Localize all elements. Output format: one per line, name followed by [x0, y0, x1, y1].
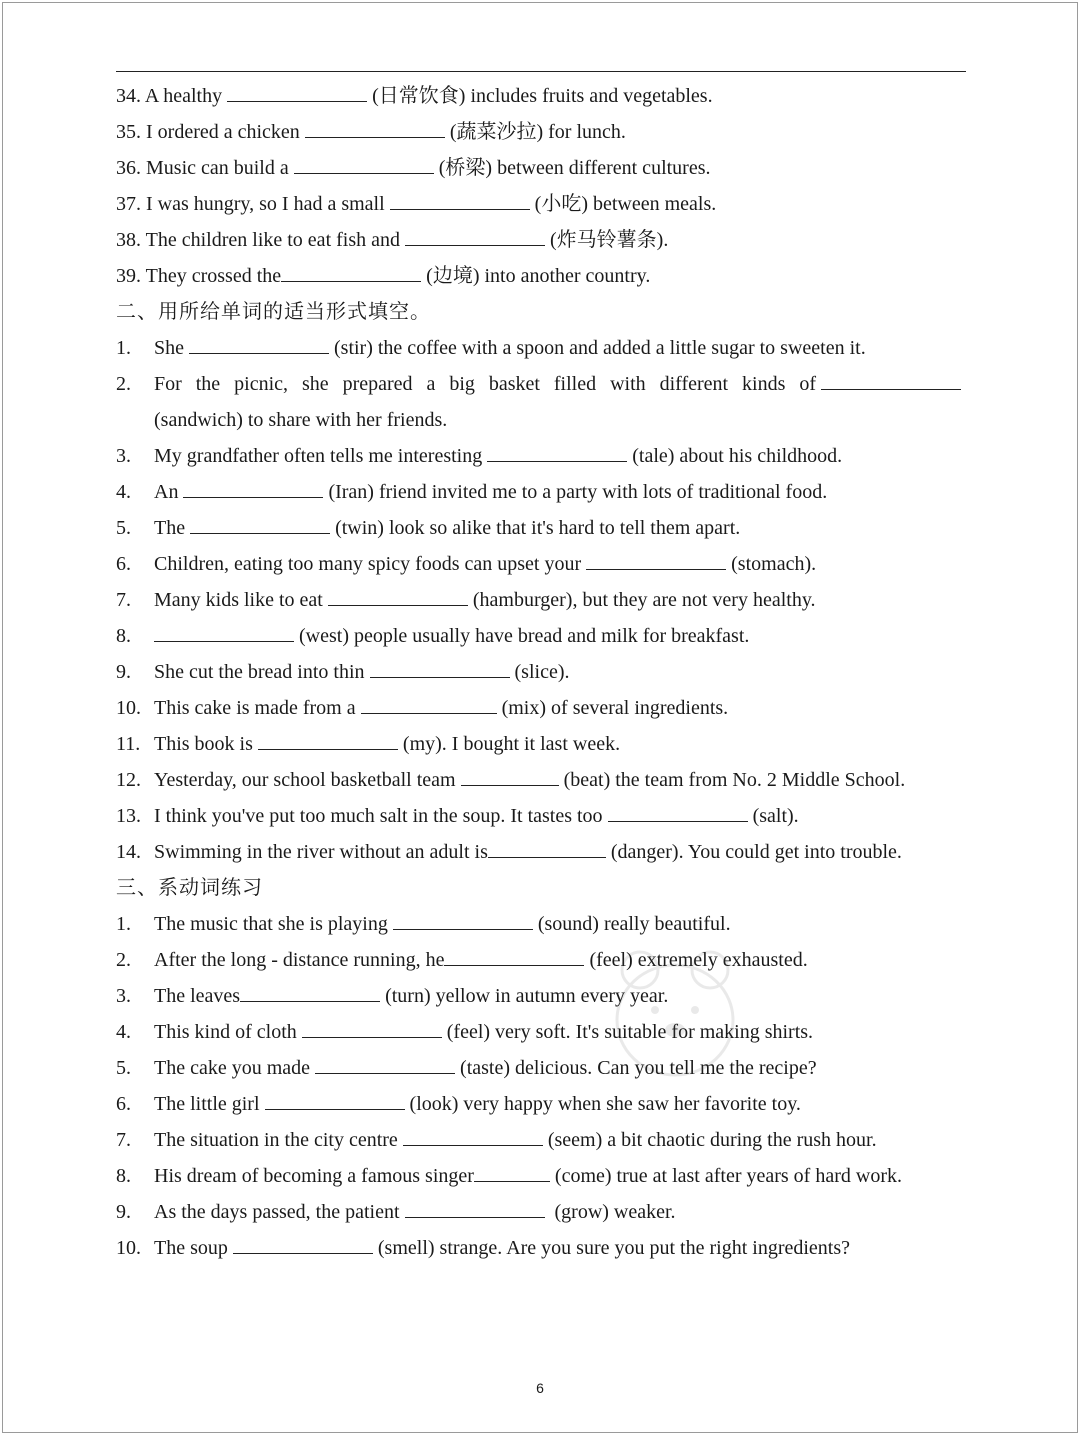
question-hint: (mix) of several ingredients.	[501, 697, 729, 719]
exercise-2-item-8	[116, 624, 968, 648]
question-text: Children, eating too many spicy foods can upset your	[154, 553, 582, 575]
question-text: The cake you made	[154, 1057, 311, 1079]
question-hint: (Iran) friend invited me to a party with lots of traditional food.	[328, 481, 828, 503]
question-number: 38.	[116, 229, 141, 251]
answer-blank[interactable]	[405, 229, 545, 246]
question-hint: (feel) extremely exhausted.	[589, 949, 808, 971]
exercise-3-item-1	[116, 912, 968, 936]
question-hint: (stomach).	[731, 553, 817, 575]
question-text: As the days passed, the patient	[154, 1201, 400, 1223]
question-number: 7.	[116, 589, 131, 611]
question-hint: (桥梁) between different cultures.	[438, 157, 711, 179]
question-text: For the picnic, she prepared a big basket filled with different kinds of	[154, 373, 816, 395]
answer-blank[interactable]	[608, 805, 748, 822]
question-hint: (tale) about his childhood.	[632, 445, 843, 467]
exercise-3-item-3	[116, 984, 968, 1008]
question-hint: (hamburger), but they are not very healthy.	[472, 589, 816, 611]
question-hint: (look) very happy when she saw her favorite toy.	[409, 1093, 801, 1115]
question-number: 8.	[116, 625, 131, 647]
question-number: 11.	[116, 733, 141, 755]
answer-blank[interactable]	[258, 733, 398, 750]
question-hint: (twin) look so alike that it's hard to tell them apart.	[335, 517, 741, 539]
page-number: 6	[536, 1380, 544, 1396]
exercise-2-item-6	[116, 552, 968, 576]
question-hint: (蔬菜沙拉) for lunch.	[449, 121, 626, 143]
question-text: She cut the bread into thin	[154, 661, 365, 683]
question-number: 9.	[116, 1201, 131, 1223]
section-heading-three: 三、系动词练习	[116, 877, 263, 899]
question-text: I ordered a chicken	[146, 121, 300, 143]
question-text: She	[154, 337, 184, 359]
question-38	[116, 228, 968, 252]
question-hint: (slice).	[514, 661, 570, 683]
answer-blank[interactable]	[403, 1129, 543, 1146]
question-number: 5.	[116, 517, 131, 539]
question-number: 5.	[116, 1057, 131, 1079]
question-number: 2.	[116, 949, 131, 971]
question-hint: (taste) delicious. Can you tell me the recipe?	[460, 1057, 817, 1079]
question-36	[116, 156, 968, 180]
exercise-3-item-9	[116, 1200, 968, 1224]
question-number: 10.	[116, 1237, 141, 1259]
question-hint: (turn) yellow in autumn every year.	[385, 985, 669, 1007]
exercise-3-item-5	[116, 1056, 968, 1080]
question-number: 4.	[116, 1021, 131, 1043]
exercise-3-item-4	[116, 1020, 968, 1044]
question-number: 35.	[116, 121, 141, 143]
question-text: This book is	[154, 733, 253, 755]
top-divider	[116, 71, 966, 72]
question-text: After the long - distance running, he	[154, 949, 445, 971]
exercise-2-item-1	[116, 336, 968, 360]
question-number: 14.	[116, 841, 141, 863]
answer-blank[interactable]	[189, 337, 329, 354]
question-text: The children like to eat fish and	[145, 229, 400, 251]
answer-blank[interactable]	[488, 841, 606, 858]
answer-blank[interactable]	[265, 1093, 405, 1110]
question-text: The	[154, 517, 186, 539]
question-number: 3.	[116, 445, 131, 467]
question-number: 1.	[116, 913, 131, 935]
question-text: My grandfather often tells me interesting	[154, 445, 483, 467]
question-number: 2.	[116, 373, 131, 395]
question-number: 6.	[116, 553, 131, 575]
question-hint: (日常饮食) includes fruits and vegetables.	[372, 85, 713, 107]
answer-blank[interactable]	[315, 1057, 455, 1074]
answer-blank[interactable]	[390, 193, 530, 210]
question-hint: (beat) the team from No. 2 Middle School.	[563, 769, 906, 791]
question-text: They crossed the	[145, 265, 282, 287]
question-number: 9.	[116, 661, 131, 683]
answer-blank[interactable]	[227, 85, 367, 102]
question-hint: (sandwich) to share with her friends.	[154, 409, 448, 431]
question-hint: (feel) very soft. It's suitable for making shirts.	[446, 1021, 814, 1043]
answer-blank[interactable]	[294, 157, 434, 174]
exercise-3-item-10	[116, 1236, 968, 1260]
question-hint: (come) true at last after years of hard work.	[554, 1165, 902, 1187]
exercise-3-item-2	[116, 948, 968, 972]
answer-blank[interactable]	[474, 1165, 550, 1182]
question-text: This cake is made from a	[154, 697, 356, 719]
answer-blank[interactable]	[821, 373, 961, 390]
exercise-2-item-2-continued	[116, 408, 968, 432]
question-text: An	[154, 481, 179, 503]
question-hint: (salt).	[752, 805, 799, 827]
exercise-2-item-4	[116, 480, 968, 504]
answer-blank[interactable]	[281, 265, 421, 282]
answer-blank[interactable]	[487, 445, 627, 462]
question-hint: (smell) strange. Are you sure you put the right ingredients?	[377, 1237, 850, 1259]
question-text: Many kids like to eat	[154, 589, 323, 611]
question-text: The leaves	[154, 985, 241, 1007]
question-number: 1.	[116, 337, 131, 359]
question-39	[116, 264, 968, 288]
exercise-2-item-11	[116, 732, 968, 756]
question-number: 12.	[116, 769, 141, 791]
question-number: 34.	[116, 85, 141, 107]
question-text: The soup	[154, 1237, 228, 1259]
answer-blank[interactable]	[305, 121, 445, 138]
question-number: 7.	[116, 1129, 131, 1151]
answer-blank[interactable]	[370, 661, 510, 678]
question-text: Swimming in the river without an adult is	[154, 841, 488, 863]
question-number: 4.	[116, 481, 131, 503]
answer-blank[interactable]	[183, 481, 323, 498]
question-text: The situation in the city centre	[154, 1129, 398, 1151]
question-37	[116, 192, 968, 216]
exercise-2-item-14	[116, 840, 968, 864]
answer-blank[interactable]	[302, 1021, 442, 1038]
answer-blank[interactable]	[405, 1201, 545, 1218]
question-34	[116, 84, 968, 108]
exercise-2-item-3	[116, 444, 968, 468]
answer-blank[interactable]	[444, 949, 584, 966]
answer-blank[interactable]	[190, 517, 330, 534]
question-number: 10.	[116, 697, 141, 719]
question-number: 3.	[116, 985, 131, 1007]
question-hint: (sound) really beautiful.	[537, 913, 731, 935]
question-hint: (seem) a bit chaotic during the rush hour.	[547, 1129, 877, 1151]
question-hint: (小吃) between meals.	[534, 193, 717, 215]
exercise-2-item-13	[116, 804, 968, 828]
question-text: His dream of becoming a famous singer	[154, 1165, 474, 1187]
question-hint: (west) people usually have bread and milk for breakfast.	[299, 625, 750, 647]
question-text: I was hungry, so I had a small	[146, 193, 385, 215]
question-number: 39.	[116, 265, 141, 287]
answer-blank[interactable]	[233, 1237, 373, 1254]
exercise-2-item-10	[116, 696, 968, 720]
answer-blank[interactable]	[361, 697, 497, 714]
exercise-2-item-12	[116, 768, 968, 792]
bear-watermark-icon	[600, 935, 750, 1085]
question-hint: (my). I bought it last week.	[402, 733, 621, 755]
question-hint: (炸马铃薯条).	[550, 229, 669, 251]
question-number: 13.	[116, 805, 141, 827]
question-35	[116, 120, 968, 144]
answer-blank[interactable]	[393, 913, 533, 930]
exercise-2-item-2	[116, 372, 968, 396]
question-text: A healthy	[144, 85, 223, 107]
question-hint: (stir) the coffee with a spoon and added a little sugar to sweeten it.	[334, 337, 866, 359]
answer-blank[interactable]	[586, 553, 726, 570]
question-hint: (边境) into another country.	[426, 265, 651, 287]
exercise-3-item-8	[116, 1164, 968, 1188]
question-text: The music that she is playing	[154, 913, 388, 935]
question-text: This kind of cloth	[154, 1021, 297, 1043]
exercise-2-item-9	[116, 660, 968, 684]
question-text: Yesterday, our school basketball team	[154, 769, 456, 791]
question-number: 6.	[116, 1093, 131, 1115]
question-number: 36.	[116, 157, 141, 179]
answer-blank[interactable]	[240, 985, 380, 1002]
answer-blank[interactable]	[328, 589, 468, 606]
question-hint: (grow) weaker.	[554, 1201, 676, 1223]
question-text: The little girl	[154, 1093, 260, 1115]
answer-blank[interactable]	[154, 625, 294, 642]
question-number: 37.	[116, 193, 141, 215]
answer-blank[interactable]	[461, 769, 559, 786]
section-heading-two: 二、用所给单词的适当形式填空。	[116, 301, 431, 323]
question-text: Music can build a	[146, 157, 289, 179]
exercise-3-item-7	[116, 1128, 968, 1152]
exercise-2-item-5	[116, 516, 968, 540]
exercise-2-item-7	[116, 588, 968, 612]
exercise-3-item-6	[116, 1092, 968, 1116]
question-text: I think you've put too much salt in the soup. It tastes too	[154, 805, 603, 827]
question-number: 8.	[116, 1165, 131, 1187]
question-hint: (danger). You could get into trouble.	[610, 841, 902, 863]
